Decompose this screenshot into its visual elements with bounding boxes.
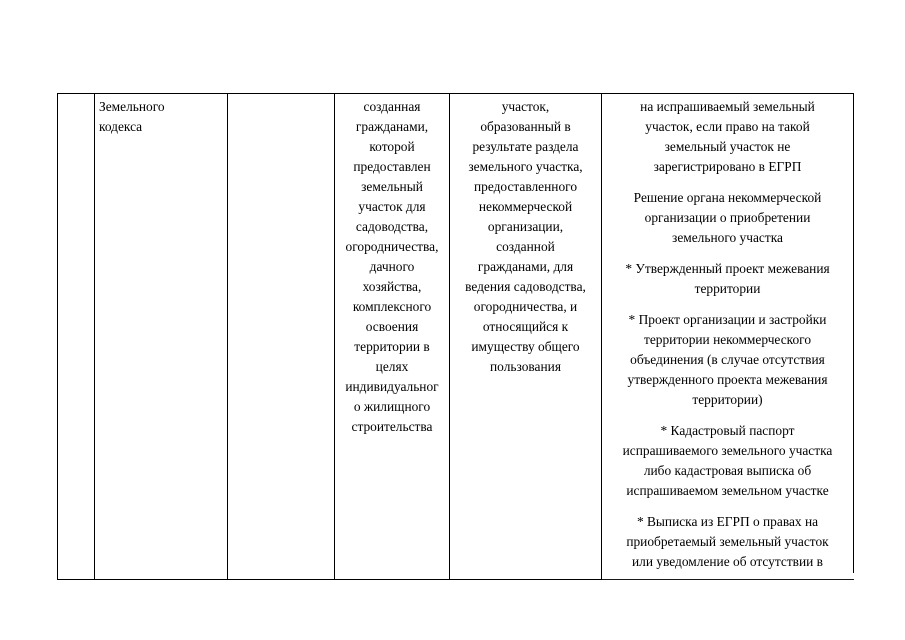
col-border-2 [94, 93, 95, 580]
applicant-line: территории в [354, 339, 430, 354]
applicant-line: строительства [351, 419, 433, 434]
applicant-line: садоводства, [355, 219, 429, 234]
land-plot-line: имуществу общего [471, 339, 580, 354]
paragraph-gap [603, 501, 852, 512]
table-bottom-border-last [602, 579, 854, 580]
document-requirement-line: Решение органа некоммерческой [633, 190, 822, 205]
document-requirement-line: * Утвержденный проект межевания [625, 261, 830, 276]
paragraph-gap [603, 248, 852, 259]
document-table [57, 93, 854, 580]
applicant-line: созданная [363, 99, 421, 114]
document-requirement-line: территории [694, 281, 761, 296]
document-requirement [603, 97, 852, 177]
land-plot-line: гражданами, для [477, 259, 574, 274]
land-plot-line: некоммерческой [478, 199, 573, 214]
law-reference-line: кодекса [99, 119, 143, 134]
land-plot-line: предоставленного [473, 179, 578, 194]
applicant-line: предоставлен [353, 159, 431, 174]
document-requirement-line: организации о приобретении [644, 210, 811, 225]
applicant-line: индивидуальног [345, 379, 439, 394]
document-requirement-line: на испрашиваемый земельный [640, 99, 815, 114]
land-plot-line: пользования [490, 359, 561, 374]
cell-applicant-description [336, 97, 448, 437]
document-requirement-line: зарегистрировано в ЕГРП [653, 159, 802, 174]
land-plot-line: созданной [496, 239, 555, 254]
applicant-line: гражданами, [355, 119, 429, 134]
document-requirement-line: приобретаемый земельный участок [626, 534, 829, 549]
document-requirement-line: утвержденного проекта межевания [627, 372, 828, 387]
document-requirement-line: испрашиваемом земельном участке [626, 483, 829, 498]
document-requirement-line: испрашиваемого земельного участка [622, 443, 833, 458]
land-plot-line: результате раздела [472, 139, 579, 154]
document-requirement-line: земельного участка [672, 230, 783, 245]
table-top-border [57, 93, 854, 94]
table-bottom-border [57, 579, 602, 580]
applicant-line: комплексного [352, 299, 432, 314]
applicant-line: хозяйства, [362, 279, 422, 294]
document-requirement-line: территории некоммерческого [643, 332, 812, 347]
col-border-3 [227, 93, 228, 580]
land-plot-line: участок, [501, 99, 550, 114]
paragraph-gap [603, 177, 852, 188]
paragraph-gap [603, 299, 852, 310]
applicant-line: участок для [358, 199, 426, 214]
applicant-line: земельный [361, 179, 423, 194]
applicant-line: о жилищного [353, 399, 431, 414]
land-plot-line: ведения садоводства, [465, 279, 586, 294]
applicant-line: огородничества, [345, 239, 439, 254]
cell-law-reference [99, 97, 224, 137]
col-border-7 [853, 93, 854, 573]
document-requirement-line: * Проект организации и застройки [628, 312, 827, 327]
document-requirement-line: * Кадастровый паспорт [660, 423, 795, 438]
document-requirement [603, 421, 852, 501]
applicant-line: дачного [369, 259, 415, 274]
document-requirement-line: участок, если право на такой [645, 119, 810, 134]
applicant-line: целях [375, 359, 409, 374]
applicant-line: которой [369, 139, 415, 154]
document-requirement [603, 188, 852, 248]
col-border-1 [57, 93, 58, 580]
col-border-6 [601, 93, 602, 580]
document-requirement-line: или уведомление об отсутствии в [631, 554, 824, 569]
document-requirement-line: либо кадастровая выписка об [643, 463, 812, 478]
cell-required-documents [603, 97, 852, 572]
applicant-line: освоения [365, 319, 419, 334]
document-requirement-line: * Выписка из ЕГРП о правах на [636, 514, 819, 529]
cell-land-plot-description [451, 97, 600, 377]
col-border-4 [334, 93, 335, 580]
col-border-5 [449, 93, 450, 580]
document-requirement [603, 512, 852, 572]
land-plot-line: земельного участка, [468, 159, 583, 174]
land-plot-line: образованный в [480, 119, 571, 134]
document-requirement [603, 310, 852, 410]
land-plot-line: организации, [487, 219, 564, 234]
document-requirement-line: объединения (в случае отсутствия [630, 352, 825, 367]
document-requirement [603, 259, 852, 299]
land-plot-line: огородничества, и [473, 299, 578, 314]
paragraph-gap [603, 410, 852, 421]
land-plot-line: относящийся к [482, 319, 569, 334]
document-requirement-line: территории) [692, 392, 763, 407]
law-reference-line: Земельного [99, 99, 165, 114]
document-requirement-line: земельный участок не [664, 139, 791, 154]
